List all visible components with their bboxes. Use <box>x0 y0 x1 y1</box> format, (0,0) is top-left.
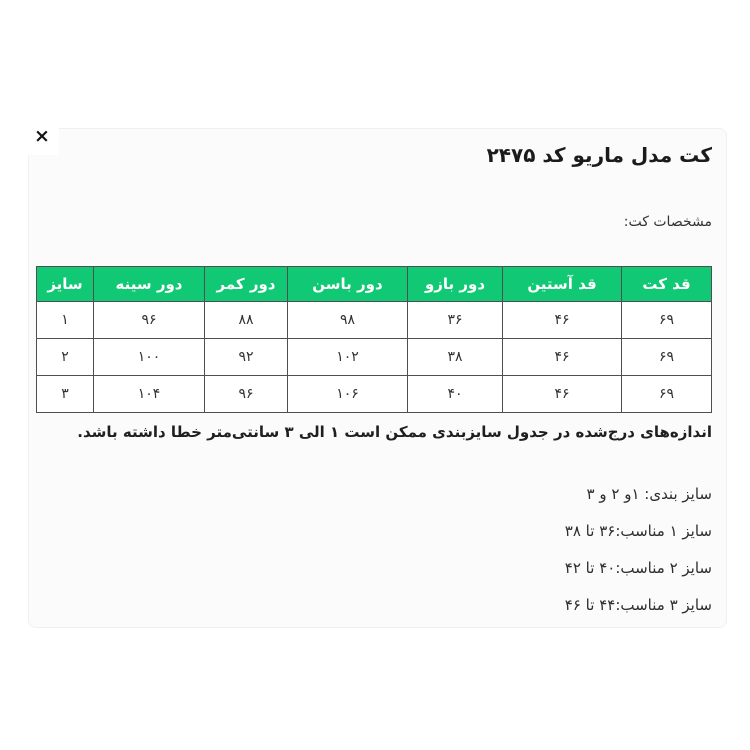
column-header-sleeve-length: قد آستین <box>503 267 622 302</box>
table-header-row <box>37 267 712 302</box>
table-cell: ۱ <box>37 302 94 339</box>
table-row <box>37 339 712 376</box>
column-header-waist-circumference: دور کمر <box>205 267 288 302</box>
table-cell: ۱۰۶ <box>288 376 408 413</box>
table-cell: ۳۸ <box>408 339 503 376</box>
table-cell: ۶۹ <box>622 376 712 413</box>
column-header-hip-circumference: دور باسن <box>288 267 408 302</box>
table-cell: ۴۶ <box>503 376 622 413</box>
close-button[interactable]: × <box>25 117 59 155</box>
table-cell: ۱۰۰ <box>94 339 205 376</box>
table-cell: ۲ <box>37 339 94 376</box>
table-cell: ۴۶ <box>503 339 622 376</box>
table-cell: ۶۹ <box>622 302 712 339</box>
table-cell: ۱۰۲ <box>288 339 408 376</box>
sizing-line-overview: سایز بندی: ۱و ۲ و ۳ <box>586 485 712 503</box>
column-header-jacket-length: قد کت <box>622 267 712 302</box>
sizing-line-size3: سایز ۳ مناسب:۴۴ تا ۴۶ <box>564 596 712 614</box>
table-row <box>37 302 712 339</box>
sizing-line-size1: سایز ۱ مناسب:۳۶ تا ۳۸ <box>564 522 712 540</box>
table-cell: ۶۹ <box>622 339 712 376</box>
table-cell: ۹۸ <box>288 302 408 339</box>
table-cell: ۹۶ <box>94 302 205 339</box>
size-guide-modal <box>28 124 727 628</box>
specs-label: مشخصات کت: <box>623 214 712 230</box>
table-cell: ۳ <box>37 376 94 413</box>
column-header-chest-circumference: دور سینه <box>94 267 205 302</box>
sizing-line-size2: سایز ۲ مناسب:۴۰ تا ۴۲ <box>564 559 712 577</box>
table-cell: ۹۶ <box>205 376 288 413</box>
table-cell: ۳۶ <box>408 302 503 339</box>
table-cell: ۹۲ <box>205 339 288 376</box>
table-cell: ۴۶ <box>503 302 622 339</box>
table-cell: ۱۰۴ <box>94 376 205 413</box>
modal-title: کت مدل ماریو کد ۲۴۷۵ <box>486 143 712 167</box>
column-header-size: سایز <box>37 267 94 302</box>
table-cell: ۸۸ <box>205 302 288 339</box>
size-table <box>36 266 712 413</box>
sizing-info <box>38 483 712 616</box>
column-header-arm-circumference: دور بازو <box>408 267 503 302</box>
table-row <box>37 376 712 413</box>
table-cell: ۴۰ <box>408 376 503 413</box>
tolerance-note: اندازه‌های درج‌شده در جدول سایزبندی ممکن است ۱ الی ۳ سانتی‌متر خطا داشته باشد. <box>77 423 712 441</box>
